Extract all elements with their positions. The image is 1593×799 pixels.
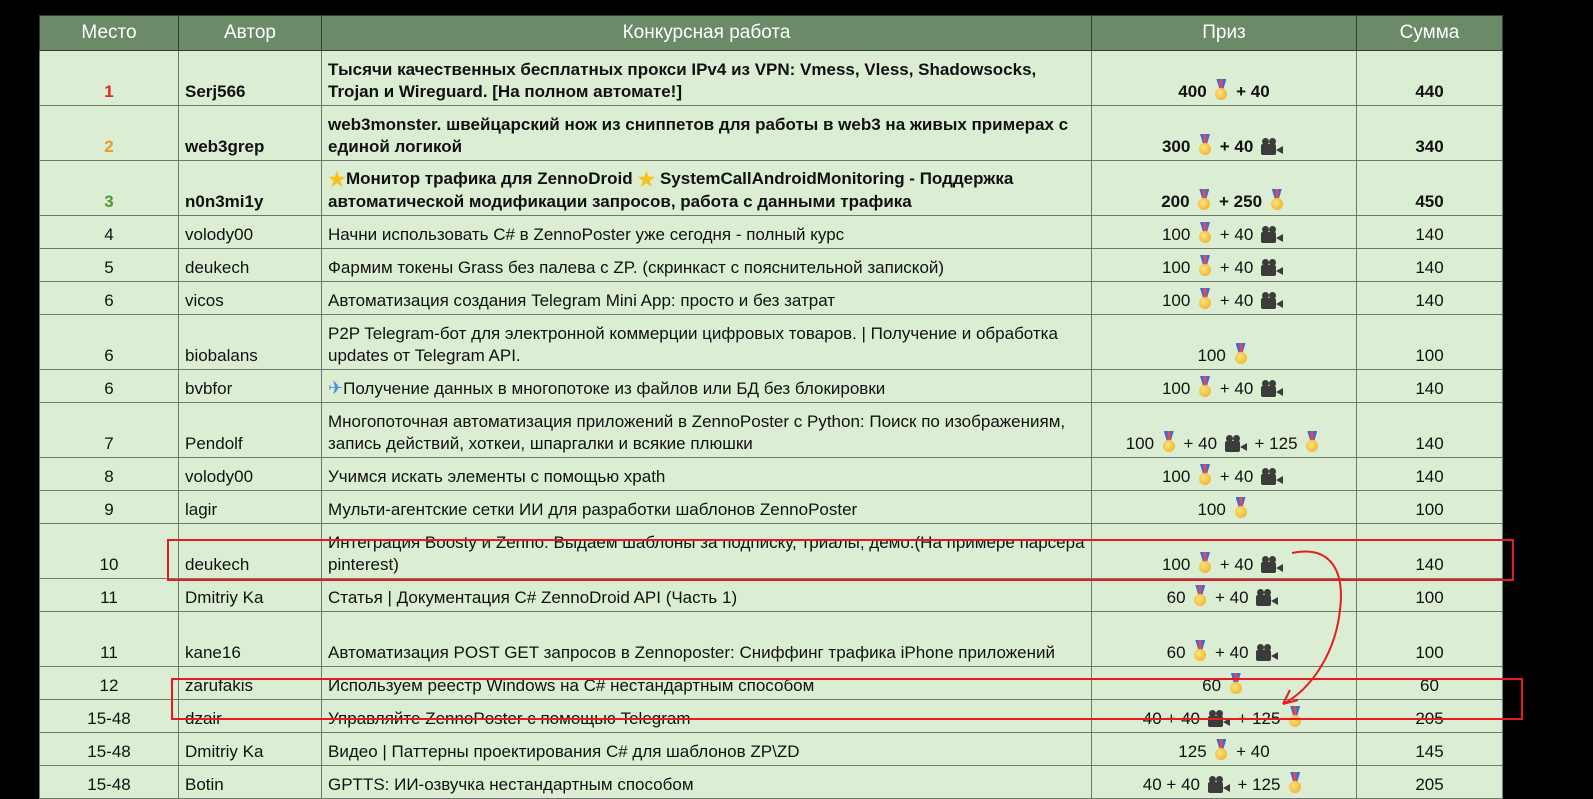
header-author: Автор xyxy=(179,16,322,51)
sum-cell: 60 xyxy=(1357,667,1503,700)
table-row xyxy=(40,106,1503,161)
table-row xyxy=(40,161,1503,216)
table-row xyxy=(40,370,1503,403)
medal-icon xyxy=(1305,431,1319,453)
place-cell: 2 xyxy=(40,106,179,161)
table-row xyxy=(40,733,1503,766)
movie-camera-icon xyxy=(1256,589,1278,607)
medal-icon xyxy=(1193,585,1207,607)
sum-cell: 140 xyxy=(1357,216,1503,249)
work-cell: Интеграция Boosty и Zenno. Выдаем шаблоны за подписку, триалы, демо.(На примере парсера pinterest) xyxy=(322,524,1092,579)
place-cell: 11 xyxy=(40,612,179,667)
medal-icon xyxy=(1288,772,1302,794)
medal-icon xyxy=(1198,288,1212,310)
header-row xyxy=(40,16,1503,51)
table-row xyxy=(40,524,1503,579)
work-cell: Автоматизация POST GET запросов в Zennoposter: Сниффинг трафика iPhone приложений xyxy=(322,612,1092,667)
author-cell: kane16 xyxy=(179,612,322,667)
sum-cell: 140 xyxy=(1357,524,1503,579)
work-cell: GPTTS: ИИ-озвучка нестандартным способом xyxy=(322,766,1092,799)
author-cell: Dmitriy Ka xyxy=(179,579,322,612)
author-cell: bvbfor xyxy=(179,370,322,403)
medal-icon xyxy=(1162,431,1176,453)
table-row xyxy=(40,216,1503,249)
medal-icon xyxy=(1198,255,1212,277)
work-cell: ★Монитор трафика для ZennoDroid ★ SystemCallAndroidMonitoring - Поддержка автоматической модификации запросов, работа с данными трафика xyxy=(322,161,1092,216)
author-cell: zarufakis xyxy=(179,667,322,700)
contest-results-table xyxy=(39,15,1503,799)
work-cell: Управляйте ZennoPoster с помощью Telegram xyxy=(322,700,1092,733)
medal-icon xyxy=(1270,189,1284,211)
sum-cell: 140 xyxy=(1357,458,1503,491)
work-cell: Автоматизация создания Telegram Mini App: просто и без затрат xyxy=(322,282,1092,315)
place-cell: 15-48 xyxy=(40,766,179,799)
table-row xyxy=(40,491,1503,524)
work-cell: web3monster. швейцарский нож из сниппетов для работы в web3 на живых примерах с единой логикой xyxy=(322,106,1092,161)
sum-cell: 100 xyxy=(1357,579,1503,612)
sum-cell: 140 xyxy=(1357,403,1503,458)
star-icon: ★ xyxy=(328,169,346,191)
author-cell: biobalans xyxy=(179,315,322,370)
prize-cell: 125 + 40 xyxy=(1092,733,1357,766)
prize-cell: 100 xyxy=(1092,491,1357,524)
table-row xyxy=(40,249,1503,282)
author-cell: Pendolf xyxy=(179,403,322,458)
table-row xyxy=(40,315,1503,370)
place-cell: 10 xyxy=(40,524,179,579)
medal-icon xyxy=(1214,739,1228,761)
author-cell: deukech xyxy=(179,249,322,282)
movie-camera-icon xyxy=(1208,776,1230,794)
place-cell: 15-48 xyxy=(40,733,179,766)
medal-icon xyxy=(1288,706,1302,728)
header-prize: Приз xyxy=(1092,16,1357,51)
movie-camera-icon xyxy=(1261,380,1283,398)
sum-cell: 340 xyxy=(1357,106,1503,161)
sum-cell: 100 xyxy=(1357,612,1503,667)
airplane-icon: ✈ xyxy=(328,378,344,398)
work-cell: Используем реестр Windows на C# нестандартным способом xyxy=(322,667,1092,700)
movie-camera-icon xyxy=(1261,226,1283,244)
author-cell: Serj566 xyxy=(179,51,322,106)
sum-cell: 450 xyxy=(1357,161,1503,216)
medal-icon xyxy=(1198,464,1212,486)
author-cell: deukech xyxy=(179,524,322,579)
sum-cell: 145 xyxy=(1357,733,1503,766)
sum-cell: 140 xyxy=(1357,282,1503,315)
prize-cell: 100 + 40 xyxy=(1092,458,1357,491)
medal-icon xyxy=(1198,376,1212,398)
author-cell: lagir xyxy=(179,491,322,524)
sum-cell: 140 xyxy=(1357,249,1503,282)
movie-camera-icon xyxy=(1261,468,1283,486)
author-cell: dzair xyxy=(179,700,322,733)
author-cell: n0n3mi1y xyxy=(179,161,322,216)
work-cell: Фармим токены Grass без палева с ZP. (скринкаст с пояснительной запиской) xyxy=(322,249,1092,282)
prize-cell: 100 + 40 xyxy=(1092,249,1357,282)
medal-icon xyxy=(1198,222,1212,244)
sum-cell: 205 xyxy=(1357,700,1503,733)
place-cell: 5 xyxy=(40,249,179,282)
sum-cell: 205 xyxy=(1357,766,1503,799)
prize-cell: 60 xyxy=(1092,667,1357,700)
table-row xyxy=(40,282,1503,315)
prize-cell: 100 + 40 + 125 xyxy=(1092,403,1357,458)
work-cell: Видео | Паттерны проектирования C# для шаблонов ZP\ZD xyxy=(322,733,1092,766)
table-row xyxy=(40,700,1503,733)
star-icon: ★ xyxy=(637,169,656,191)
place-cell: 7 xyxy=(40,403,179,458)
table-row xyxy=(40,458,1503,491)
movie-camera-icon xyxy=(1261,292,1283,310)
author-cell: Botin xyxy=(179,766,322,799)
header-place: Место xyxy=(40,16,179,51)
author-cell: volody00 xyxy=(179,458,322,491)
medal-icon xyxy=(1229,673,1243,695)
medal-icon xyxy=(1193,640,1207,662)
movie-camera-icon xyxy=(1256,644,1278,662)
place-cell: 11 xyxy=(40,579,179,612)
prize-cell: 100 + 40 xyxy=(1092,216,1357,249)
place-cell: 9 xyxy=(40,491,179,524)
place-cell: 12 xyxy=(40,667,179,700)
header-work: Конкурсная работа xyxy=(322,16,1092,51)
place-cell: 15-48 xyxy=(40,700,179,733)
prize-cell: 100 + 40 xyxy=(1092,370,1357,403)
author-cell: Dmitriy Ka xyxy=(179,733,322,766)
work-cell: ✈Получение данных в многопотоке из файлов или БД без блокировки xyxy=(322,370,1092,403)
prize-cell: 100 + 40 xyxy=(1092,282,1357,315)
place-cell: 6 xyxy=(40,370,179,403)
sum-cell: 100 xyxy=(1357,491,1503,524)
author-cell: web3grep xyxy=(179,106,322,161)
prize-cell: 300 + 40 xyxy=(1092,106,1357,161)
header-sum: Сумма xyxy=(1357,16,1503,51)
place-cell: 8 xyxy=(40,458,179,491)
prize-cell: 100 + 40 xyxy=(1092,524,1357,579)
place-cell: 3 xyxy=(40,161,179,216)
movie-camera-icon xyxy=(1208,710,1230,728)
medal-icon xyxy=(1234,497,1248,519)
table-row xyxy=(40,667,1503,700)
table-row xyxy=(40,51,1503,106)
table-row xyxy=(40,612,1503,667)
table-row xyxy=(40,766,1503,799)
table-row xyxy=(40,579,1503,612)
movie-camera-icon xyxy=(1261,556,1283,574)
medal-icon xyxy=(1198,134,1212,156)
place-cell: 6 xyxy=(40,282,179,315)
work-cell: P2P Telegram-бот для электронной коммерции цифровых товаров. | Получение и обработка updates от Telegram API. xyxy=(322,315,1092,370)
prize-cell: 40 + 40 + 125 xyxy=(1092,700,1357,733)
prize-cell: 40 + 40 + 125 xyxy=(1092,766,1357,799)
prize-cell: 60 + 40 xyxy=(1092,579,1357,612)
table-row xyxy=(40,403,1503,458)
prize-cell: 200 + 250 xyxy=(1092,161,1357,216)
author-cell: vicos xyxy=(179,282,322,315)
author-cell: volody00 xyxy=(179,216,322,249)
medal-icon xyxy=(1197,189,1211,211)
work-cell: Статья | Документация C# ZennoDroid API (Часть 1) xyxy=(322,579,1092,612)
sum-cell: 140 xyxy=(1357,370,1503,403)
medal-icon xyxy=(1214,79,1228,101)
work-cell: Начни использовать C# в ZennoPoster уже сегодня - полный курс xyxy=(322,216,1092,249)
place-cell: 6 xyxy=(40,315,179,370)
prize-cell: 60 + 40 xyxy=(1092,612,1357,667)
medal-icon xyxy=(1198,552,1212,574)
sum-cell: 440 xyxy=(1357,51,1503,106)
work-cell: Учимся искать элементы с помощью xpath xyxy=(322,458,1092,491)
prize-cell: 400 + 40 xyxy=(1092,51,1357,106)
movie-camera-icon xyxy=(1261,259,1283,277)
sum-cell: 100 xyxy=(1357,315,1503,370)
work-cell: Многопоточная автоматизация приложений в ZennoPoster с Python: Поиск по изображениям, запись действий, хоткеи, шпаргалки и всякие плюшки xyxy=(322,403,1092,458)
work-cell: Тысячи качественных бесплатных прокси IPv4 из VPN: Vmess, Vless, Shadowsocks, Trojan и Wireguard. [На полном автомате!] xyxy=(322,51,1092,106)
movie-camera-icon xyxy=(1225,435,1247,453)
work-cell: Мульти-агентские сетки ИИ для разработки шаблонов ZennoPoster xyxy=(322,491,1092,524)
place-cell: 1 xyxy=(40,51,179,106)
place-cell: 4 xyxy=(40,216,179,249)
prize-cell: 100 xyxy=(1092,315,1357,370)
medal-icon xyxy=(1234,343,1248,365)
movie-camera-icon xyxy=(1261,138,1283,156)
